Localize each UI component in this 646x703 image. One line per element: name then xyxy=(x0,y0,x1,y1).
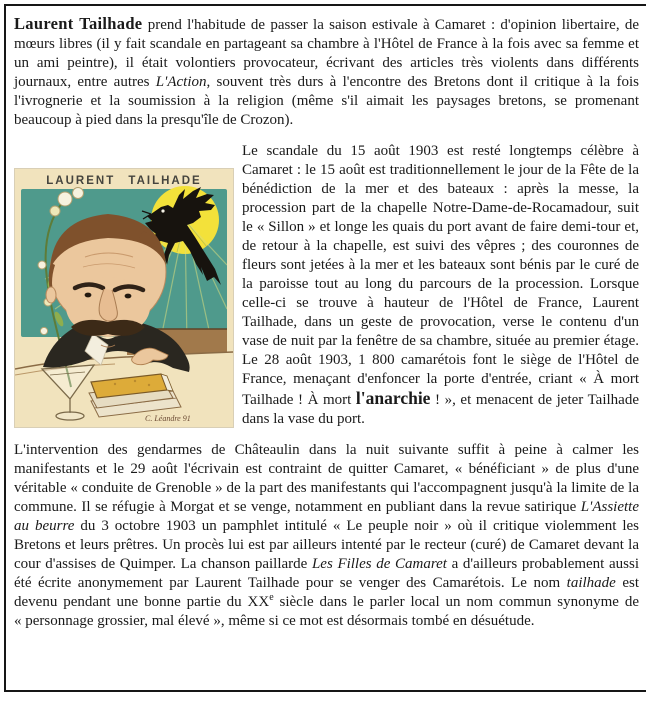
body-text: est devenu pendant une bonne partie du XX xyxy=(14,575,639,610)
caricature-illustration xyxy=(15,169,233,427)
body-text: siècle dans le parler local un nom commun synonyme de « personnage grossier, mal élevé », même si ce mot est désormais tombé en désuétude. xyxy=(14,594,639,629)
anarchie-bold-text: l'anarchie xyxy=(355,388,431,408)
paragraph-scandale xyxy=(14,142,639,429)
document-page xyxy=(4,4,646,692)
body-text: , souvent très durs à l'encontre des Bretons dont il critique à la fois l'ivrognerie et la soumission à la religion (même s'il aimait les paysages bretons, se promenant beaucoup à pied dans la presqu'île de Crozon). xyxy=(14,74,639,128)
paragraph-intro xyxy=(14,14,639,130)
journal-title-laction: L'Action xyxy=(155,74,207,90)
body-text: L'intervention des gendarmes de Châteaulin dans la nuit suivante suffit à peine à calmer les manifestants et le 29 août l'écrivain est contraint de quitter Camaret, « bénéficiant » de plus d'une véritable « conduite de Grenoble » de la part des manifestants qui l'accompagnent jusqu'à la limite de la commune. Il se réfugie à Morgat et se venge, notamment en publiant dans la revue satirique xyxy=(14,442,639,515)
paragraph-consequences xyxy=(14,441,639,631)
song-title-filles-de-camaret: Les Filles de Camaret xyxy=(311,556,447,572)
lead-name-text: Laurent Tailhade xyxy=(14,14,143,33)
body-text: a d'ailleurs probablement aussi été écrite anonymement par Laurent Tailhade pour se venger des Camarétois. Le nom xyxy=(14,556,639,591)
figure-caption-text: LAURENT TAILHADE xyxy=(46,175,202,187)
body-text: ! », et menacent de jeter Tailhade dans la vase du port. xyxy=(242,392,639,427)
artist-signature: C. Léandre 91 xyxy=(145,414,191,423)
word-tailhade-italic: tailhade xyxy=(566,575,616,591)
body-text: du 3 octobre 1903 un pamphlet intitulé « Le peuple noir » où il critique violemment les Bretons et leurs prêtres. Un procès lui est par ailleurs intenté par le recteur (curé) de Camaret devant la cour d'assises de Quimper. La chanson paillarde xyxy=(14,518,639,572)
body-text: Le scandale du 15 août 1903 est resté longtemps célèbre à Camaret : le 15 août est traditionnellement le jour de la Fête de la bénédiction de la mer et des bateaux : après la messe, la procession part de la chapelle Notre-Dame-de-Rocamadour, suit le « Sillon » et longe les quais du port avant de faire demi-tour et, de retour à la chapelle, est suivi des vêpres ; des couronnes de fleurs sont jetées à la mer et les bateaux sont bénis par le curé de la paroisse tout au long du parcours de la procession. Lorsque celle-ci se trouve à hauteur de l'Hôtel de France, Laurent Tailhade, dans un geste de provocation, verse le contenu d'un vase de nuit par la fenêtre de sa chambre, située au premier étage. Le 28 août 1903, 1 800 camarétois font le siège de l'Hôtel de France, menaçant d'enfoncer la porte d'entrée, criant « À mort Tailhade ! À mort xyxy=(242,143,639,408)
superscript-e: e xyxy=(269,592,274,603)
tailhade-caricature-figure xyxy=(14,168,234,428)
body-text: prend l'habitude de passer la saison estivale à Camaret : d'opinion libertaire, de mœurs libres (il y fait scandale en partageant sa chambre à l'Hôtel de France à la fois avec sa femme et un ami peintre), il était volontiers provocateur, écrivant des articles très violents dans différents journaux, entre autres xyxy=(14,17,639,90)
journal-title-assiette: L'Assiette au beurre xyxy=(14,499,639,534)
